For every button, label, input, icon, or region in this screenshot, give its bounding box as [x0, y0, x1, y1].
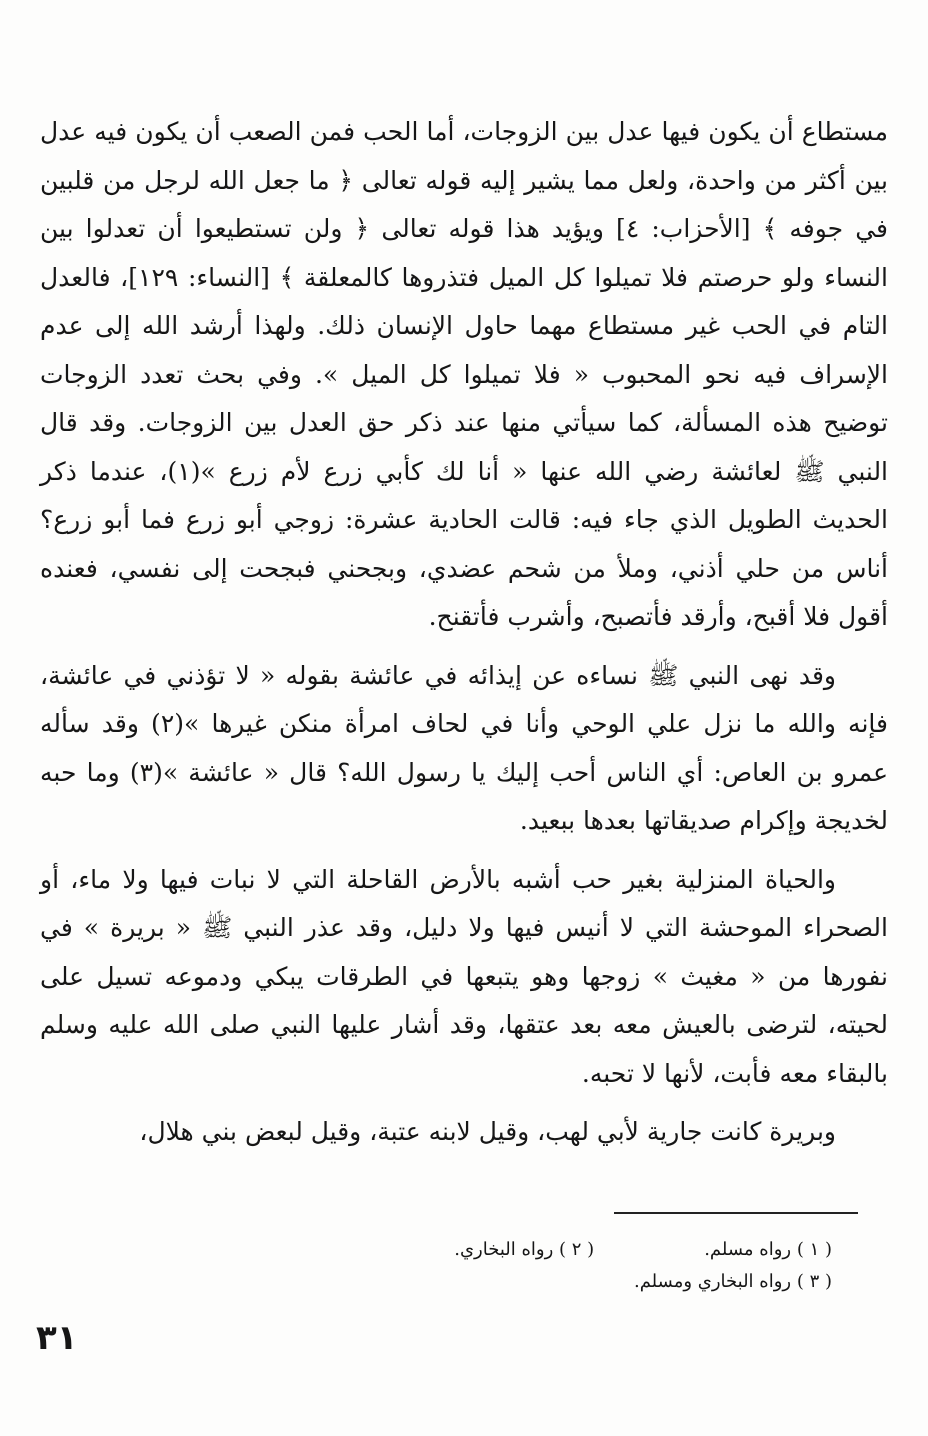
main-text [40, 108, 888, 1157]
footnote-separator [614, 1212, 858, 1214]
paragraph-4: وبريرة كانت جارية لأبي لهب، وقيل لابنه عتبة، وقيل لبعض بني هلال، [139, 1117, 836, 1146]
footnote-row [300, 1234, 832, 1266]
footnote-3: ( ٣ ) رواه البخاري ومسلم. [633, 1271, 832, 1292]
footnote-row [300, 1266, 832, 1298]
footnote-1: ( ١ ) رواه مسلم. [704, 1239, 832, 1260]
footnote-2: ( ٢ ) رواه البخاري. [454, 1239, 595, 1260]
paragraph-2: وقد نهى النبي ﷺ نساءه عن إيذائه في عائشة بقوله « لا تؤذني في عائشة، فإنه والله ما نزل علي الوحي وأنا في لحاف امرأة منكن غيرها »(٢) وقد سأله عمرو بن العاص: أي الناس أحب إليك يا رسول الله؟ قال « عائشة »(٣) وما حبه لخديجة وإكرام صديقاتها بعدها ببعيد. [40, 660, 888, 835]
footnotes [300, 1234, 832, 1298]
page-number: ٣١ [36, 1318, 78, 1358]
paragraph-3: والحياة المنزلية بغير حب أشبه بالأرض القاحلة التي لا نبات فيها ولا ماء، أو الصحراء الموحشة التي لا أنيس فيها ولا دليل، وقد عذر النبي ﷺ « بريرة » في نفورها من « مغيث » زوجها وهو يتبعها في الطرقات يبكي ودموعه تسيل على لحيته، لترضى بالعيش معه بعد عتقها، وقد أشار عليها النبي صلى الله عليه وسلم بالبقاء معه فأبت، لأنها لا تحبه. [40, 864, 888, 1088]
paragraph-1: مستطاع أن يكون فيها عدل بين الزوجات، أما الحب فمن الصعب أن يكون فيه عدل بين أكثر من واحدة، ولعل مما يشير إليه قوله تعالى ﴿ ما جعل الله لرجل من قلبين في جوفه ﴾ [الأحزاب: ٤] ويؤيد هذا قوله تعالى ﴿ ولن تستطيعوا أن تعدلوا بين النساء ولو حرصتم فلا تميلوا كل الميل فتذروها كالمعلقة ﴾ [النساء: ١٢٩]، فالعدل التام في الحب غير مستطاع مهما حاول الإنسان ذلك. ولهذا أرشد الله إلى عدم الإسراف فيه نحو المحبوب « فلا تميلوا كل الميل ». وفي بحث تعدد الزوجات توضيح هذه المسألة، كما سيأتي منها عند ذكر حق العدل بين الزوجات. وقد قال النبي ﷺ لعائشة رضي الله عنها « أنا لك كأبي زرع لأم زرع »(١)، عندما ذكر الحديث الطويل الذي جاء فيه: قالت الحادية عشرة: زوجي أبو زرع فما أبو زرع؟ أناس من حلي أذني، وملأ من شحم عضدي، وبجحني فبجحت إلى نفسي، فعنده أقول فلا أقبح، وأرقد فأتصبح، وأشرب فأتقنح. [40, 117, 889, 631]
